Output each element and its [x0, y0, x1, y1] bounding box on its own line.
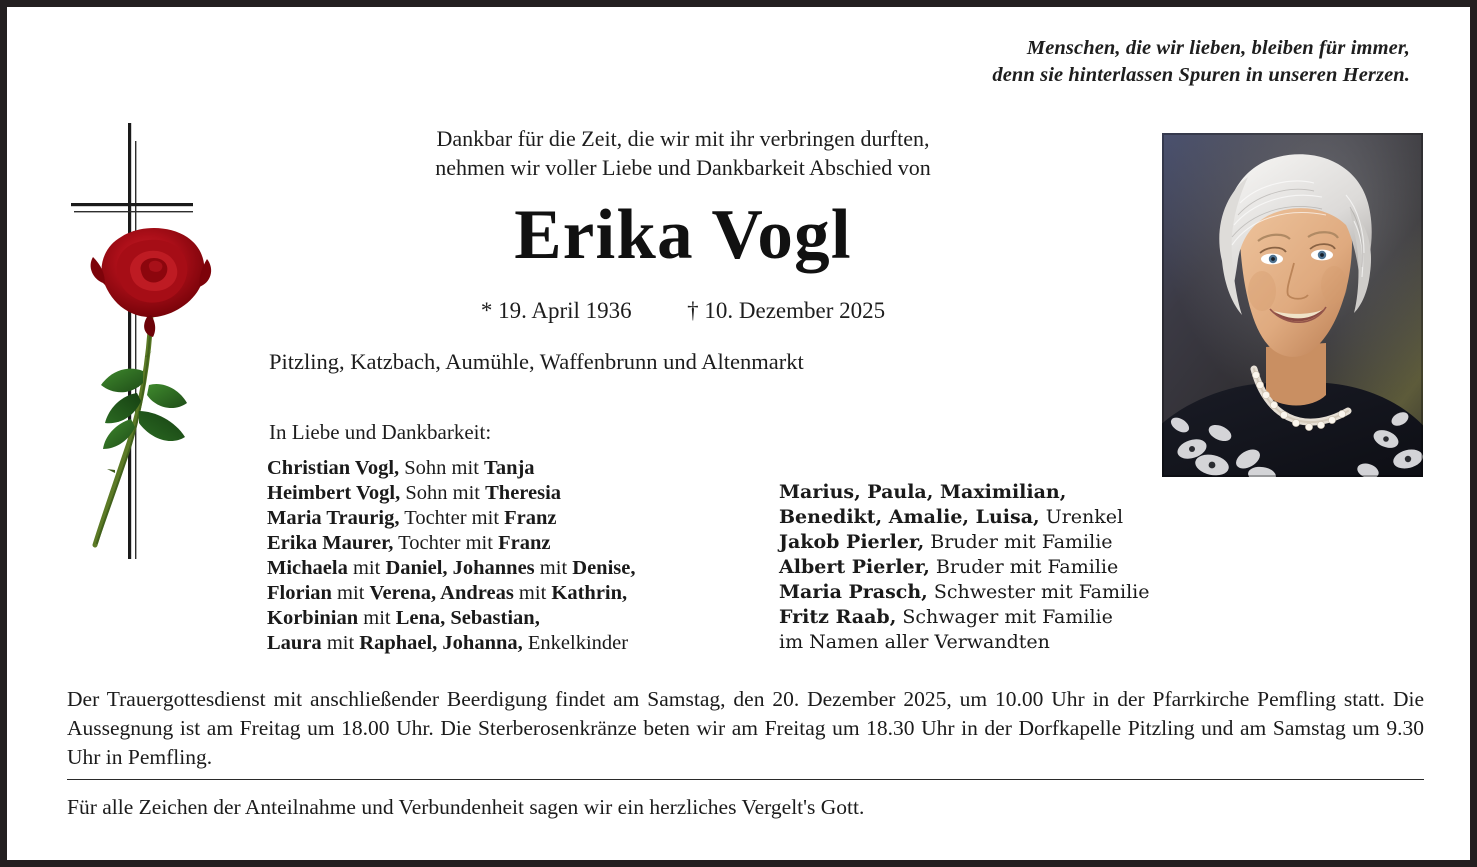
family-relation-2: mit: [534, 557, 573, 579]
family-relation: Tochter mit: [399, 507, 505, 529]
places-line: Pitzling, Katzbach, Aumühle, Waffenbrunn und Altenmarkt: [269, 349, 804, 374]
family-name: Albert Pierler,: [779, 556, 930, 578]
family-name: Maria Prasch,: [779, 581, 928, 603]
family-relation: mit: [347, 557, 386, 579]
deceased-name: Erika Vogl: [514, 196, 852, 275]
family-relation: Schwager mit Familie: [896, 606, 1113, 628]
family-partner: Franz: [498, 532, 551, 554]
death-date: † 10. Dezember 2025: [687, 298, 886, 324]
family-column-left: [267, 456, 635, 656]
family-relation: mit: [358, 607, 396, 629]
family-name: Fritz Raab,: [779, 606, 897, 628]
family-relation-2: Enkelkinder: [522, 632, 629, 654]
family-partner: Raphael, Johanna,: [359, 632, 523, 654]
family-relation: Tochter mit: [393, 532, 499, 554]
family-relation: Bruder mit Familie: [929, 556, 1119, 578]
thanks-line: Für alle Zeichen der Anteilnahme und Verbundenheit sagen wir ein herzliches Vergelt's Gott.: [67, 795, 865, 819]
motto-line-2: denn sie hinterlassen Spuren in unseren Herzen.: [992, 64, 1410, 87]
intro-line-2: nehmen wir voller Liebe und Dankbarkeit Abschied von: [435, 154, 931, 180]
family-row: [267, 531, 635, 556]
family-partner: Theresia: [485, 482, 562, 504]
family-relation: Schwester mit Familie: [927, 581, 1150, 603]
family-relation: mit: [331, 582, 370, 604]
family-name: Benedikt, Amalie, Luisa,: [779, 506, 1040, 528]
family-row: [779, 530, 1150, 555]
family-name: Michaela: [267, 557, 348, 579]
family-row: [267, 456, 635, 481]
birth-date: * 19. April 1936: [480, 298, 632, 324]
family-name: Korbinian: [267, 607, 359, 629]
rose-bloom-icon: [91, 228, 212, 337]
family-row: [779, 605, 1150, 630]
family-name: Erika Maurer,: [267, 532, 394, 554]
family-relation-2: mit: [513, 582, 552, 604]
family-column-right: [779, 480, 1150, 655]
family-relation: im Namen aller Verwandten: [779, 631, 1050, 653]
cross-icon: [71, 123, 193, 559]
family-name: Florian: [267, 582, 332, 604]
heading-block: [203, 125, 1163, 324]
family-row: [267, 506, 635, 531]
divider-rule: [67, 779, 1424, 780]
family-row: [779, 630, 1150, 655]
gratitude-line: In Liebe und Dankbarkeit:: [269, 420, 492, 444]
portrait-photo: [1162, 133, 1423, 477]
family-partner-2: Denise,: [572, 557, 636, 579]
family-name: Christian Vogl,: [267, 457, 400, 479]
family-partner: Franz: [504, 507, 557, 529]
family-partner: Lena, Sebastian,: [395, 607, 540, 629]
family-row: [267, 481, 635, 506]
family-row: [267, 606, 635, 631]
family-name: Heimbert Vogl,: [267, 482, 401, 504]
family-relation: mit: [321, 632, 360, 654]
notice-stage: [7, 7, 1470, 860]
family-relation: Sohn mit: [400, 482, 486, 504]
family-partner-2: Kathrin,: [551, 582, 628, 604]
intro-line-1: Dankbar für die Zeit, die wir mit ihr verbringen durften,: [436, 126, 930, 151]
intro-text: [203, 125, 1163, 182]
family-name: Maria Traurig,: [267, 507, 400, 529]
family-name: Jakob Pierler,: [779, 531, 925, 553]
family-partner: Daniel, Johannes: [385, 557, 535, 579]
family-row: [267, 631, 635, 656]
family-partner: Verena, Andreas: [369, 582, 514, 604]
family-row: [267, 581, 635, 606]
family-row: [779, 580, 1150, 605]
family-row: [267, 556, 635, 581]
family-row: [779, 555, 1150, 580]
service-details: Der Trauergottesdienst mit anschließender Beerdigung findet am Samstag, den 20. Dezember 2025, um 10.00 Uhr in der Pfarrkirche Pemfling statt. Die Aussegnung ist am Freitag um 18.00 Uhr. Die Sterberosenkränze beten wir am Freitag um 18.30 Uhr in der Dorfkapelle Pitzling und am Samstag um 9.30 Uhr in Pemfling.: [67, 687, 1424, 770]
family-name: Marius, Paula, Maximilian,: [779, 481, 1067, 503]
family-relation: Urenkel: [1039, 506, 1124, 528]
motto-line-1: Menschen, die wir lieben, bleiben für immer,: [1026, 37, 1410, 59]
family-name: Laura: [267, 632, 322, 654]
portrait-image: [1162, 133, 1423, 477]
life-dates: [203, 298, 1163, 324]
family-relation: Sohn mit: [399, 457, 485, 479]
family-row: [779, 505, 1150, 530]
family-row: [779, 480, 1150, 505]
family-partner: Tanja: [484, 457, 535, 479]
family-relation: Bruder mit Familie: [924, 531, 1113, 553]
motto-block: [992, 35, 1410, 89]
